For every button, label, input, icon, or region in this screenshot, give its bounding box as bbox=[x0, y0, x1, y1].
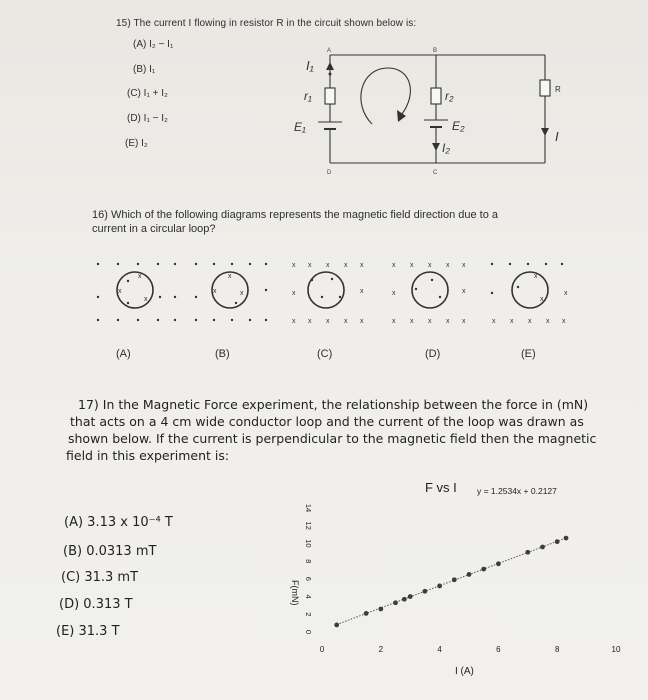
q17-option-c[interactable]: (C) 31.3 mT bbox=[61, 570, 139, 585]
svg-text:x: x bbox=[428, 262, 432, 269]
svg-text:x: x bbox=[392, 290, 396, 297]
svg-text:x: x bbox=[240, 290, 244, 297]
y-tick-label: 12 bbox=[304, 521, 313, 530]
svg-text:x: x bbox=[360, 262, 364, 269]
q17-option-d[interactable]: (D) 0.313 T bbox=[59, 597, 133, 612]
q16-question-line1: 16) Which of the following diagrams represents the magnetic field direction due to a bbox=[92, 209, 498, 221]
q17-line-3: shown below. If the current is perpendicular to the magnetic field then the magnetic bbox=[68, 431, 597, 446]
svg-text:x: x bbox=[564, 290, 568, 297]
x-tick-label: 0 bbox=[319, 645, 325, 654]
q15-option-c[interactable]: (C) I₁ + I₂ bbox=[127, 88, 168, 99]
chart-equation: y = 1.2534x + 0.2127 bbox=[477, 486, 557, 496]
svg-text:x: x bbox=[462, 288, 466, 295]
q17-line-4: field in this experiment is: bbox=[66, 448, 230, 463]
svg-text:x: x bbox=[446, 318, 450, 325]
svg-text:x: x bbox=[344, 262, 348, 269]
q16-label-a[interactable]: (A) bbox=[116, 348, 131, 360]
y-tick-label: 0 bbox=[304, 629, 313, 635]
q15-option-e[interactable]: (E) I₂ bbox=[125, 138, 148, 149]
q16-label-d[interactable]: (D) bbox=[425, 348, 441, 360]
node-b-label: B bbox=[433, 48, 438, 54]
q15-option-a[interactable]: (A) I₂ − I₁ bbox=[133, 39, 174, 50]
data-point bbox=[525, 550, 530, 555]
r-label: R bbox=[555, 85, 561, 94]
svg-text:x: x bbox=[540, 296, 544, 303]
svg-text:x: x bbox=[292, 290, 296, 297]
svg-text:x: x bbox=[308, 262, 312, 269]
q15-option-b[interactable]: (B) I₁ bbox=[133, 64, 156, 75]
svg-text:x: x bbox=[360, 318, 364, 325]
svg-text:x: x bbox=[360, 288, 364, 295]
y-tick-label: 8 bbox=[304, 559, 313, 564]
chart-title: F vs I bbox=[425, 480, 457, 495]
svg-text:x: x bbox=[534, 273, 538, 280]
chart-ylabel: F(mN) bbox=[290, 580, 300, 606]
svg-text:x: x bbox=[308, 318, 312, 325]
svg-text:x: x bbox=[492, 318, 496, 325]
node-c-label: C bbox=[433, 170, 438, 176]
data-point bbox=[540, 545, 545, 550]
svg-text:x: x bbox=[562, 318, 566, 325]
q17-option-b[interactable]: (B) 0.0313 mT bbox=[63, 544, 157, 559]
svg-text:x: x bbox=[118, 288, 122, 295]
r2-label: r₂ bbox=[445, 89, 454, 103]
data-point bbox=[467, 572, 472, 577]
x-tick-label: 4 bbox=[437, 645, 442, 654]
svg-text:x: x bbox=[428, 318, 432, 325]
data-point bbox=[364, 611, 369, 616]
svg-text:x: x bbox=[228, 273, 232, 280]
y-tick-label: 2 bbox=[304, 612, 313, 617]
data-point bbox=[496, 561, 501, 566]
q16-label-b[interactable]: (B) bbox=[215, 348, 230, 360]
svg-text:x: x bbox=[292, 318, 296, 325]
x-tick-label: 2 bbox=[378, 645, 384, 654]
svg-text:x: x bbox=[410, 262, 414, 269]
y-tick-label: 14 bbox=[304, 503, 313, 513]
q16-label-e[interactable]: (E) bbox=[521, 348, 536, 360]
q15-question: 15) The current I flowing in resistor R in the circuit shown below is: bbox=[116, 18, 417, 29]
svg-text:x: x bbox=[344, 318, 348, 325]
svg-text:x: x bbox=[546, 318, 550, 325]
data-point bbox=[402, 597, 407, 602]
q17-line-1: 17) In the Magnetic Force experiment, the relationship between the force in (mN) bbox=[78, 397, 589, 412]
svg-text:x: x bbox=[144, 296, 148, 303]
e2-label: E₂ bbox=[452, 119, 465, 133]
svg-text:x: x bbox=[392, 262, 396, 269]
svg-text:x: x bbox=[462, 262, 466, 269]
x-tick-label: 6 bbox=[496, 645, 501, 654]
data-point bbox=[393, 600, 398, 605]
x-tick-label: 10 bbox=[611, 645, 621, 654]
data-point bbox=[423, 589, 428, 594]
y-tick-label: 6 bbox=[304, 576, 313, 581]
svg-text:x: x bbox=[326, 318, 330, 325]
y-tick-label: 10 bbox=[304, 539, 313, 548]
i1-label: I₁ bbox=[306, 58, 314, 73]
x-tick-label: 8 bbox=[554, 645, 560, 654]
i2-label: I₂ bbox=[442, 141, 450, 155]
svg-text:x: x bbox=[446, 262, 450, 269]
data-point bbox=[564, 536, 569, 541]
svg-text:x: x bbox=[326, 262, 330, 269]
y-tick-label: 4 bbox=[304, 594, 313, 599]
r1-label: r₁ bbox=[304, 89, 312, 103]
data-point bbox=[481, 567, 486, 572]
data-point bbox=[452, 577, 457, 582]
data-point bbox=[437, 584, 442, 589]
q15-option-d[interactable]: (D) I₁ − I₂ bbox=[127, 113, 168, 124]
node-d-label: D bbox=[327, 170, 332, 176]
svg-text:x: x bbox=[392, 318, 396, 325]
svg-text:x: x bbox=[410, 318, 414, 325]
q16-label-c[interactable]: (C) bbox=[317, 348, 333, 360]
e1-label: E₁ bbox=[294, 120, 306, 134]
data-point bbox=[334, 623, 339, 628]
svg-text:x: x bbox=[462, 318, 466, 325]
data-point bbox=[378, 607, 383, 612]
q16-question-line2: current in a circular loop? bbox=[92, 223, 216, 235]
trendline bbox=[337, 538, 566, 625]
svg-text:x: x bbox=[510, 318, 514, 325]
q17-line-2: that acts on a 4 cm wide conductor loop and the current of the loop was drawn as bbox=[70, 414, 584, 429]
chart-xlabel: I (A) bbox=[455, 666, 474, 677]
i-label: I bbox=[555, 129, 559, 144]
q17-option-a[interactable]: (A) 3.13 x 10⁻⁴ T bbox=[64, 515, 173, 530]
data-point bbox=[408, 594, 413, 599]
q17-option-e[interactable]: (E) 31.3 T bbox=[56, 624, 120, 639]
svg-text:x: x bbox=[138, 273, 142, 280]
svg-text:x: x bbox=[528, 318, 532, 325]
node-a-label: A bbox=[327, 48, 332, 54]
svg-text:x: x bbox=[213, 288, 217, 295]
svg-text:x: x bbox=[292, 262, 296, 269]
data-point bbox=[555, 539, 560, 544]
